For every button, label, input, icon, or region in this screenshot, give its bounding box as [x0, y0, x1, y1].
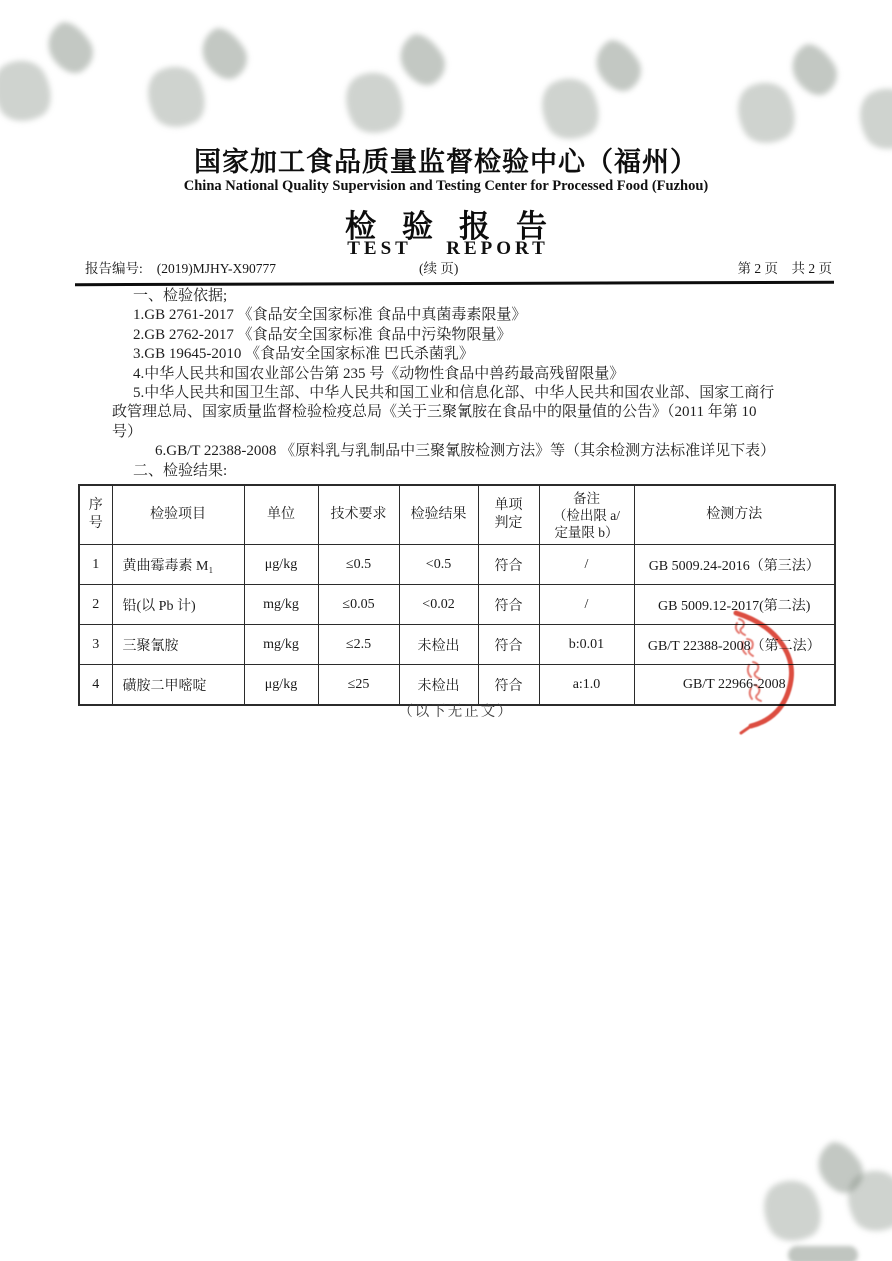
table-cell: 4	[79, 665, 112, 706]
scan-artifact	[0, 50, 61, 131]
table-cell: GB/T 22966-2008	[634, 665, 835, 706]
table-header-cell: 单项 判定	[478, 485, 539, 545]
table-cell: 未检出	[399, 665, 478, 706]
table-cell: <0.02	[399, 585, 478, 625]
table-row	[79, 665, 835, 706]
scan-artifact	[531, 68, 610, 149]
table-header-cell: 技术要求	[318, 485, 399, 545]
table-cell: 磺胺二甲嘧啶	[112, 665, 244, 706]
table-header-cell: 检验结果	[399, 485, 478, 545]
table-cell: GB/T 22388-2008（第二法）	[634, 625, 835, 665]
table-cell: ≤0.05	[318, 585, 399, 625]
table-header-cell: 单位	[244, 485, 318, 545]
org-title-cn: 国家加工食品质量监督检验中心（福州）	[194, 147, 698, 177]
table-cell: 未检出	[399, 625, 478, 665]
scan-artifact	[39, 15, 100, 80]
org-title-en: China National Quality Supervision and Testing Center for Processed Food (Fuzhou)	[183, 178, 709, 194]
table-cell: mg/kg	[244, 585, 318, 625]
table-header-row	[79, 485, 835, 545]
page-indicator: 第 2 页 共 2 页	[737, 261, 832, 276]
report-number-label: 报告编号:	[85, 261, 143, 276]
basis-line: 3.GB 19645-2010 《食品安全国家标准 巴氏杀菌乳》	[133, 346, 474, 363]
table-cell: μg/kg	[244, 545, 318, 585]
table-cell: 符合	[478, 665, 539, 706]
end-note: （以下无正文）	[398, 704, 514, 720]
table-cell: 黄曲霉毒素 M₁	[112, 545, 244, 585]
basis-line: 5.中华人民共和国卫生部、中华人民共和国工业和信息化部、中华人民共和国农业部、国家工商行	[133, 385, 775, 402]
scan-artifact	[783, 37, 844, 102]
report-title-cn: 检验报告	[345, 209, 573, 244]
table-cell: 1	[79, 545, 112, 585]
table-row	[79, 625, 835, 665]
table-header-cell: 检验项目	[112, 485, 244, 545]
basis-line: 6.GB/T 22388-2008 《原料乳与乳制品中三聚氰胺检测方法》等（其余检测方法标准详见下表）	[155, 443, 776, 460]
table-cell: 铅(以 Pb 计)	[112, 585, 244, 625]
scan-artifact	[753, 1170, 832, 1251]
scan-artifact	[788, 1246, 858, 1261]
table-row	[79, 585, 835, 625]
table-cell: ≤2.5	[318, 625, 399, 665]
table-cell: /	[539, 585, 634, 625]
table-cell: μg/kg	[244, 665, 318, 706]
scan-artifact	[193, 21, 254, 86]
table-cell: <0.5	[399, 545, 478, 585]
table-cell: mg/kg	[244, 625, 318, 665]
basis-line: 二、检验结果:	[133, 462, 228, 479]
basis-line: 1.GB 2761-2017 《食品安全国家标准 食品中真菌毒素限量》	[133, 307, 527, 324]
scan-artifact	[335, 62, 414, 143]
table-cell: 三聚氰胺	[112, 625, 244, 665]
scan-artifact	[137, 56, 216, 137]
table-header-cell: 检测方法	[634, 485, 835, 545]
scan-artifact	[587, 33, 648, 98]
header-rule	[75, 281, 834, 286]
basis-line: 一、检验依据;	[133, 288, 228, 304]
table-cell: GB 5009.24-2016（第三法）	[634, 545, 835, 585]
table-cell: 符合	[478, 625, 539, 665]
table-row	[79, 545, 835, 585]
basis-section	[112, 287, 822, 481]
report-number	[85, 257, 276, 277]
table-header-cell: 备注 （检出限 a/ 定量限 b）	[539, 485, 634, 545]
table-cell: 符合	[478, 545, 539, 585]
results-table	[78, 484, 836, 706]
basis-line: 政管理总局、国家质量监督检验检疫总局《关于三聚氰胺在食品中的限量值的公告》（2011 年第 10	[112, 404, 757, 421]
table-cell: GB 5009.12-2017(第二法)	[634, 585, 835, 625]
table-cell: 3	[79, 625, 112, 665]
basis-line: 4.中华人民共和国农业部公告第 235 号《动物性食品中兽药最高残留限量》	[133, 365, 625, 382]
table-cell: ≤25	[318, 665, 399, 706]
table-cell: a:1.0	[539, 665, 634, 706]
table-cell: 符合	[478, 585, 539, 625]
continuation-note: (续 页)	[419, 261, 459, 276]
table-cell: ≤0.5	[318, 545, 399, 585]
basis-line: 2.GB 2762-2017 《食品安全国家标准 食品中污染物限量》	[133, 326, 512, 343]
table-cell: b:0.01	[539, 625, 634, 665]
table-header-cell: 序 号	[79, 485, 112, 545]
table-cell: 2	[79, 585, 112, 625]
basis-line: 号）	[112, 423, 143, 440]
report-meta-row	[75, 257, 834, 279]
report-number-value: (2019)MJHY-X90777	[156, 261, 277, 276]
report-title-en: TEST REPORT	[347, 238, 549, 259]
scan-artifact	[391, 27, 452, 92]
table-cell: /	[539, 545, 634, 585]
